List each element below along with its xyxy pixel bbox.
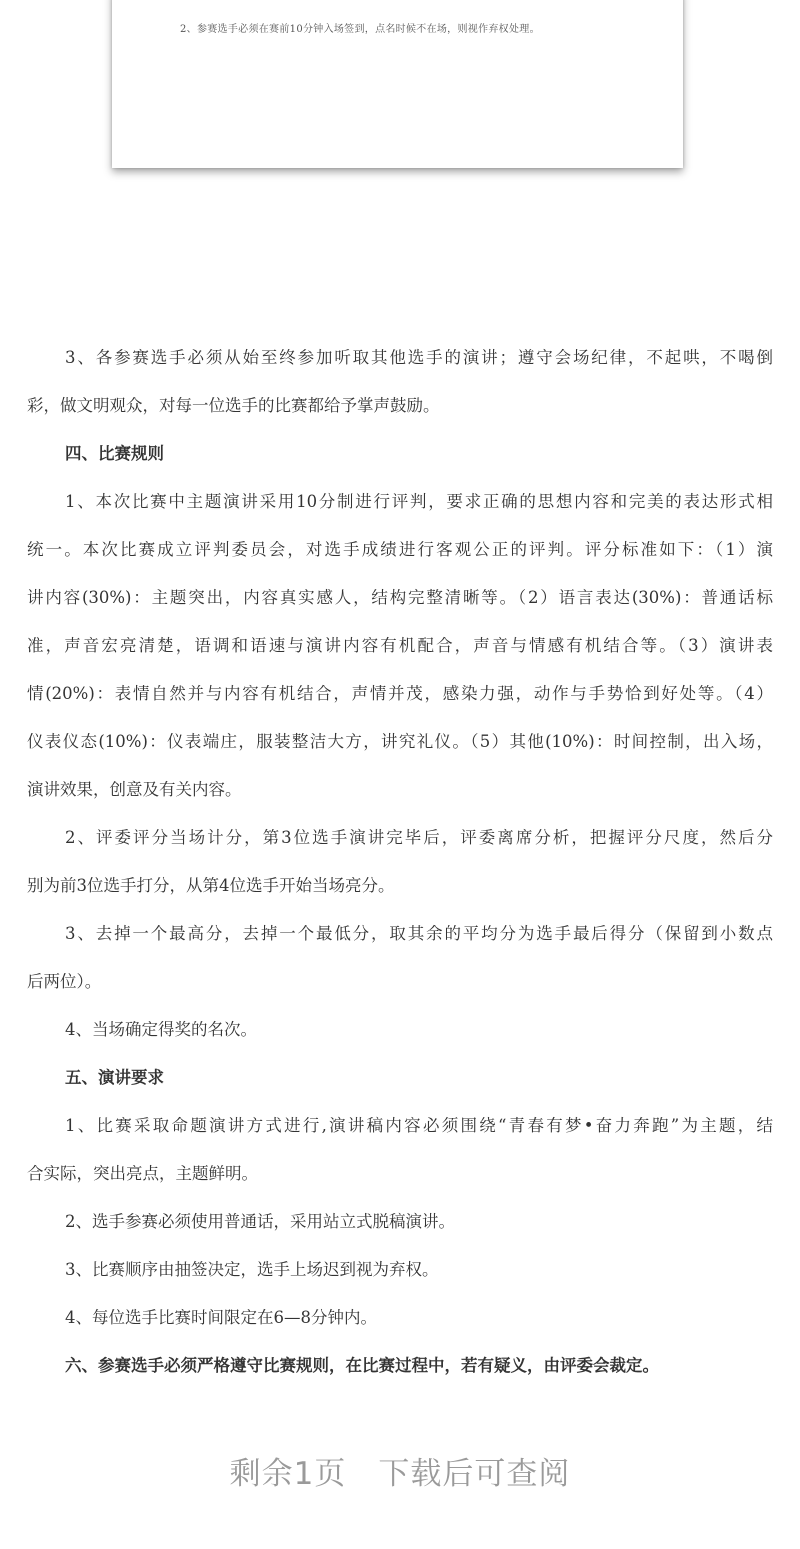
paragraph (27, 910, 773, 1006)
text-line: 1、本次比赛中主题演讲采用10分制进行评判，要求正确的思想内容和完美的表达形式相 (65, 492, 773, 511)
section-heading (27, 1054, 773, 1102)
text-line: 统一。本次比赛成立评判委员会，对选手成绩进行客观公正的评判。评分标准如下：（1）演 (27, 540, 773, 559)
text-line: 别为前3位选手打分，从第4位选手开始当场亮分。 (27, 876, 395, 895)
text-line: 四、比赛规则 (65, 444, 164, 463)
text-line: 1、比赛采取命题演讲方式进行,演讲稿内容必须围绕“青春有梦•奋力奔跑”为主题，结 (65, 1116, 773, 1135)
text-line: 演讲效果，创意及有关内容。 (27, 780, 242, 799)
text-line: 合实际，突出亮点，主题鲜明。 (27, 1164, 258, 1183)
preview-text-line: 2、参赛选手必须在赛前10分钟入场签到，点名时候不在场，则视作弃权处理。 (180, 24, 540, 35)
document-preview-page (112, 0, 683, 168)
paragraph (27, 1006, 773, 1054)
paragraph (27, 1246, 773, 1294)
paragraph (27, 814, 773, 910)
paragraph (27, 1198, 773, 1246)
text-line: 4、每位选手比赛时间限定在6—8分钟内。 (65, 1308, 377, 1327)
paragraph (27, 1102, 773, 1198)
text-line: 4、当场确定得奖的名次。 (65, 1020, 257, 1039)
download-to-view-text[interactable]: 下载后可查阅 (378, 1456, 571, 1492)
text-line: 2、评委评分当场计分，第3位选手演讲完毕后，评委离席分析，把握评分尺度，然后分 (65, 828, 773, 847)
section-heading (27, 430, 773, 478)
paragraph (27, 478, 773, 814)
paragraph (27, 1294, 773, 1342)
text-line: 彩，做文明观众，对每一位选手的比赛都给予掌声鼓励。 (27, 396, 440, 415)
text-line: 准，声音宏亮清楚，语调和语速与演讲内容有机配合，声音与情感有机结合等。（3）演讲表 (27, 636, 773, 655)
text-line: 后两位）。 (27, 972, 102, 991)
text-line: 六、参赛选手必须严格遵守比赛规则，在比赛过程中，若有疑义，由评委会裁定。 (65, 1356, 659, 1375)
download-prompt[interactable] (0, 1448, 800, 1493)
document-body (27, 334, 773, 1390)
text-line: 3、去掉一个最高分，去掉一个最低分，取其余的平均分为选手最后得分（保留到小数点 (65, 924, 773, 943)
paragraph (27, 334, 773, 430)
text-line: 情(20%)：表情自然并与内容有机结合，声情并茂，感染力强，动作与手势恰到好处等。（4） (27, 684, 773, 703)
section-heading (27, 1342, 773, 1390)
text-line: 仪表仪态(10%)：仪表端庄，服装整洁大方，讲究礼仪。（5）其他(10%)：时间控制，出入场， (27, 732, 773, 751)
text-line: 讲内容(30%)：主题突出，内容真实感人，结构完整清晰等。（2）语言表达(30%)：普通话标 (27, 588, 773, 607)
remaining-pages-text: 剩余1页 (229, 1456, 347, 1492)
text-line: 3、各参赛选手必须从始至终参加听取其他选手的演讲；遵守会场纪律，不起哄，不喝倒 (65, 348, 773, 367)
text-line: 2、选手参赛必须使用普通话，采用站立式脱稿演讲。 (65, 1212, 455, 1231)
text-line: 五、演讲要求 (65, 1068, 164, 1087)
text-line: 3、比赛顺序由抽签决定，选手上场迟到视为弃权。 (65, 1260, 439, 1279)
